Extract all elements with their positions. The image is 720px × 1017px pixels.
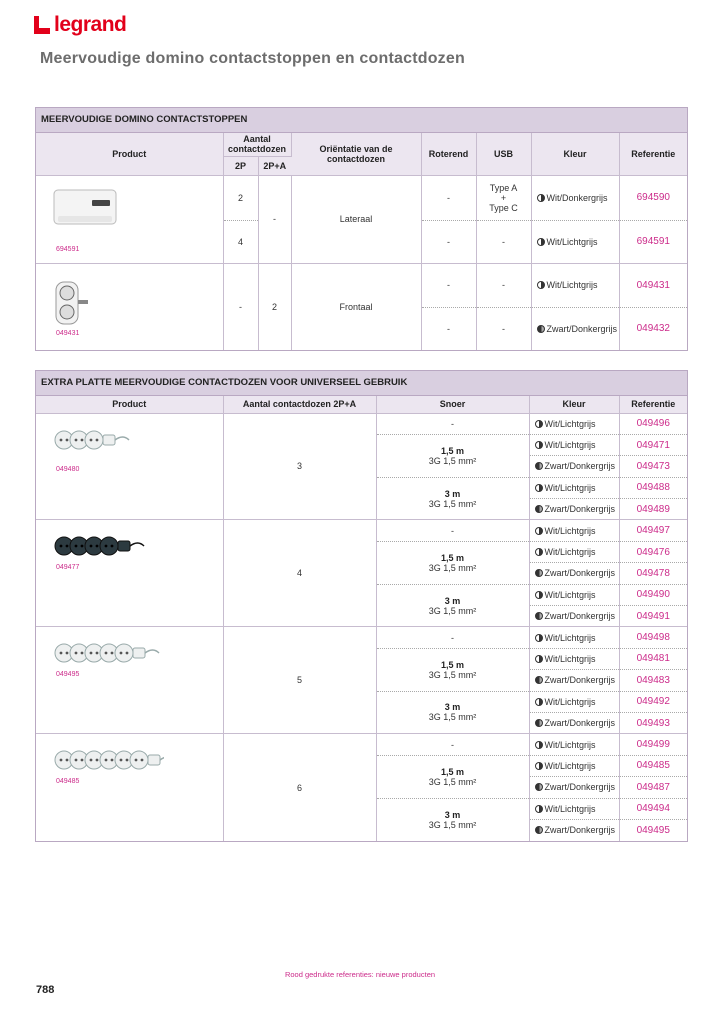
power-strip-image <box>54 528 164 564</box>
color-label: Zwart/Donkergrijs <box>544 504 616 515</box>
cell-snoer: - <box>376 734 529 755</box>
cell-snoer: - <box>376 413 529 434</box>
color-swatch-icon <box>535 484 543 492</box>
product-image-cell <box>36 263 223 350</box>
cell-referentie: 049432 <box>636 323 670 335</box>
cell-snoer <box>376 691 529 734</box>
cell-kleur <box>529 648 619 669</box>
snoer-length: 3 m <box>444 702 461 713</box>
cell-kleur <box>529 755 619 776</box>
cell-referentie: 049481 <box>619 648 687 669</box>
header-orientatie: Oriëntatie van de contactdozen <box>291 133 421 175</box>
cell-2pa: - <box>258 175 291 263</box>
color-swatch-icon <box>535 655 543 663</box>
color-swatch-icon <box>535 462 543 470</box>
cell-referentie: 049496 <box>619 413 687 434</box>
legrand-logo-mark <box>34 16 50 34</box>
snoer-spec: 3G 1,5 mm² <box>428 819 477 830</box>
color-label: Wit/Lichtgrijs <box>544 589 596 600</box>
cell-snoer: - <box>376 627 529 648</box>
color-label: Wit/Donkergrijs <box>546 192 608 203</box>
cell-kleur <box>531 307 619 350</box>
cell-kleur <box>529 456 619 477</box>
cell-2p: 4 <box>223 220 258 263</box>
cell-referentie: 049487 <box>619 777 687 798</box>
cell-snoer <box>376 584 529 627</box>
color-swatch-icon <box>535 783 543 791</box>
extra-platte-table-title: EXTRA PLATTE MEERVOUDIGE CONTACTDOZEN VOOR UNIVERSEEL GEBRUIK <box>36 371 687 396</box>
color-label: Zwart/Donkergrijs <box>546 323 618 334</box>
cell-snoer: - <box>376 520 529 541</box>
product-image-cell <box>36 175 223 263</box>
cell-kleur <box>529 712 619 733</box>
snoer-spec: 3G 1,5 mm² <box>428 498 477 509</box>
header-aantal: Aantal contactdozen <box>223 133 291 156</box>
cell-referentie: 694591 <box>619 220 687 263</box>
cell-roterend: - <box>421 307 476 350</box>
cell-referentie: 049490 <box>619 584 687 605</box>
cell-kleur <box>529 584 619 605</box>
cell-referentie: 049473 <box>619 456 687 477</box>
color-label: Wit/Lichtgrijs <box>544 739 596 750</box>
header-2pa: 2P+A <box>258 156 291 175</box>
cell-referentie: 049431 <box>619 263 687 307</box>
header-usb: USB <box>476 133 531 175</box>
cell-kleur <box>529 734 619 755</box>
cell-kleur <box>529 691 619 712</box>
cell-roterend: - <box>421 175 476 220</box>
cell-referentie: 049492 <box>619 691 687 712</box>
cell-referentie: 049476 <box>619 541 687 562</box>
color-swatch-icon <box>537 194 545 202</box>
color-label: Wit/Lichtgrijs <box>544 418 596 429</box>
product-image-cell <box>36 413 223 520</box>
power-strip-image <box>54 422 164 458</box>
cell-kleur <box>529 499 619 520</box>
footer-note: Rood gedrukte referenties: nieuwe producten <box>284 970 436 979</box>
product-image-cell <box>36 520 223 627</box>
cell-referentie: 049483 <box>619 670 687 691</box>
cell-roterend: - <box>421 220 476 263</box>
product-caption: 049485 <box>56 778 80 786</box>
snoer-length: 1,5 m <box>440 766 464 777</box>
cell-referentie: 049497 <box>619 520 687 541</box>
cell-usb: - <box>476 220 531 263</box>
header-product: Product <box>36 133 223 175</box>
cell-kleur <box>529 477 619 498</box>
cell-aantal: 3 <box>223 413 376 520</box>
cell-aantal: 6 <box>223 734 376 841</box>
cell-kleur <box>529 670 619 691</box>
header-aantal: Aantal contactdozen 2P+A <box>223 396 376 413</box>
cell-aantal: 4 <box>223 520 376 627</box>
product-image-cell <box>36 734 223 841</box>
cell-referentie: 049498 <box>619 627 687 648</box>
brand-name: legrand <box>54 13 127 36</box>
snoer-spec: 3G 1,5 mm² <box>428 669 477 680</box>
page-number: 788 <box>36 984 55 996</box>
color-swatch-icon <box>537 325 545 333</box>
cell-roterend: - <box>421 263 476 307</box>
cell-referentie: 049485 <box>619 755 687 776</box>
color-label: Zwart/Donkergrijs <box>544 675 616 686</box>
color-swatch-icon <box>535 741 543 749</box>
page-title: Meervoudige domino contactstoppen en contactdozen <box>40 50 465 67</box>
header-roterend: Roterend <box>421 133 476 175</box>
cell-usb: - <box>476 307 531 350</box>
cell-referentie: 049499 <box>619 734 687 755</box>
color-swatch-icon <box>535 826 543 834</box>
legrand-logo <box>34 13 126 37</box>
color-label: Zwart/Donkergrijs <box>544 718 616 729</box>
color-label: Wit/Lichtgrijs <box>544 696 596 707</box>
color-swatch-icon <box>535 505 543 513</box>
color-swatch-icon <box>535 805 543 813</box>
snoer-spec: 3G 1,5 mm² <box>428 712 477 723</box>
snoer-spec: 3G 1,5 mm² <box>428 776 477 787</box>
cell-referentie: 049489 <box>619 499 687 520</box>
cell-referentie: 049491 <box>619 606 687 627</box>
cell-snoer <box>376 798 529 841</box>
color-label: Zwart/Donkergrijs <box>544 568 616 579</box>
color-swatch-icon <box>535 569 543 577</box>
color-label: Wit/Lichtgrijs <box>544 632 596 643</box>
color-swatch-icon <box>535 420 543 428</box>
snoer-length: 3 m <box>444 809 461 820</box>
cell-2pa: 2 <box>258 263 291 350</box>
domino-table-title: MEERVOUDIGE DOMINO CONTACTSTOPPEN <box>36 108 687 133</box>
cell-snoer <box>376 755 529 798</box>
header-kleur: Kleur <box>531 133 619 175</box>
snoer-length: 3 m <box>444 595 461 606</box>
header-2p: 2P <box>223 156 258 175</box>
cell-snoer <box>376 477 529 520</box>
color-label: Wit/Lichtgrijs <box>544 440 596 451</box>
cell-usb: Type A + Type C <box>476 175 531 220</box>
cell-referentie: 049494 <box>619 798 687 819</box>
snoer-spec: 3G 1,5 mm² <box>428 455 477 466</box>
cell-kleur <box>529 798 619 819</box>
color-swatch-icon <box>535 441 543 449</box>
color-label: Zwart/Donkergrijs <box>544 825 616 836</box>
color-swatch-icon <box>535 762 543 770</box>
snoer-spec: 3G 1,5 mm² <box>428 562 477 573</box>
snoer-length: 1,5 m <box>440 445 464 456</box>
domino-product-image <box>52 186 122 230</box>
cell-kleur <box>529 520 619 541</box>
product-image-cell <box>36 627 223 734</box>
snoer-length: 1,5 m <box>440 552 464 563</box>
cell-referentie: 694590 <box>619 175 687 220</box>
cell-referentie: 049478 <box>619 563 687 584</box>
cell-2p: 2 <box>223 175 258 220</box>
cell-2p: - <box>223 263 258 350</box>
domino-table <box>35 107 688 351</box>
color-label: Wit/Lichtgrijs <box>546 236 598 247</box>
color-swatch-icon <box>535 612 543 620</box>
color-label: Zwart/Donkergrijs <box>544 611 616 622</box>
product-caption: 694591 <box>56 245 80 253</box>
cell-kleur <box>529 819 619 840</box>
color-swatch-icon <box>535 676 543 684</box>
cell-snoer <box>376 541 529 584</box>
cell-aantal: 5 <box>223 627 376 734</box>
color-swatch-icon <box>535 719 543 727</box>
color-label: Wit/Lichtgrijs <box>544 525 596 536</box>
header-kleur: Kleur <box>529 396 619 413</box>
cell-orientatie: Frontaal <box>291 263 421 350</box>
header-snoer: Snoer <box>376 396 529 413</box>
product-caption: 049477 <box>56 564 80 572</box>
color-swatch-icon <box>535 634 543 642</box>
cell-kleur <box>531 175 619 220</box>
color-label: Wit/Lichtgrijs <box>546 280 598 290</box>
power-strip-image <box>54 742 164 778</box>
product-caption: 049495 <box>56 671 80 679</box>
cell-referentie: 049495 <box>636 824 670 836</box>
cell-kleur <box>529 563 619 584</box>
cell-usb: - <box>476 263 531 307</box>
cell-snoer <box>376 434 529 477</box>
cell-kleur <box>529 777 619 798</box>
color-label: Wit/Lichtgrijs <box>544 760 596 771</box>
color-label: Wit/Lichtgrijs <box>544 803 596 814</box>
cell-referentie: 049488 <box>619 477 687 498</box>
color-label: Zwart/Donkergrijs <box>544 461 616 472</box>
cell-kleur <box>529 413 619 434</box>
cell-referentie: 049471 <box>619 434 687 455</box>
header-referentie: Referentie <box>619 396 687 413</box>
adapter-product-image <box>52 280 92 328</box>
color-swatch-icon <box>535 591 543 599</box>
color-swatch-icon <box>535 698 543 706</box>
cell-orientatie: Lateraal <box>291 175 421 263</box>
cell-kleur <box>529 627 619 648</box>
cell-kleur <box>529 434 619 455</box>
cell-kleur <box>531 263 619 307</box>
snoer-spec: 3G 1,5 mm² <box>428 605 477 616</box>
header-referentie: Referentie <box>619 133 687 175</box>
color-label: Wit/Lichtgrijs <box>544 547 596 558</box>
snoer-length: 1,5 m <box>440 659 464 670</box>
color-label: Wit/Lichtgrijs <box>544 653 596 664</box>
color-swatch-icon <box>537 238 545 246</box>
color-label: Wit/Lichtgrijs <box>544 482 596 493</box>
product-caption: 049480 <box>56 465 80 473</box>
color-swatch-icon <box>537 281 545 289</box>
cell-kleur <box>529 541 619 562</box>
power-strip-image <box>54 635 164 671</box>
cell-snoer <box>376 648 529 691</box>
product-caption: 049431 <box>56 329 80 337</box>
cell-kleur <box>529 606 619 627</box>
color-swatch-icon <box>535 548 543 556</box>
header-product: Product <box>36 396 223 413</box>
color-label: Zwart/Donkergrijs <box>544 782 616 793</box>
snoer-length: 3 m <box>444 488 461 499</box>
cell-kleur <box>531 220 619 263</box>
color-swatch-icon <box>535 527 543 535</box>
extra-platte-table <box>35 370 688 842</box>
cell-referentie: 049493 <box>619 712 687 733</box>
